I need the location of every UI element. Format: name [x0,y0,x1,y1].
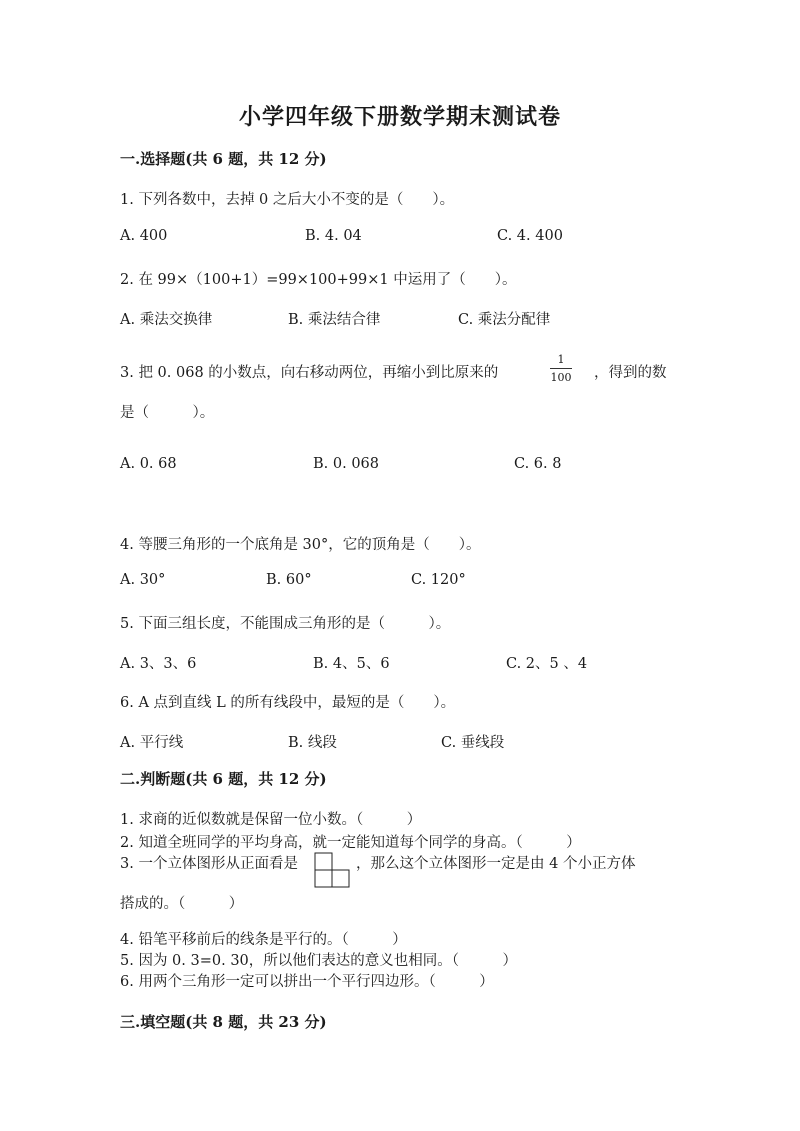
question-stem-part-c: 是（ ）。 [120,405,215,421]
fraction-denominator: 100 [550,371,572,384]
section-heading-judgement: 二.判断题(共 6 题，共 12 分) [120,770,327,788]
judgement-item: 2. 知道全班同学的平均身高，就一定能知道每个同学的身高。（ ） [120,835,581,851]
question-stem-part-a: 3. 把 0. 068 的小数点，向右移动两位，再缩小到比原来的 [120,365,499,381]
option-b: B. 0. 068 [313,456,379,472]
judgement-item: 6. 用两个三角形一定可以拼出一个平行四边形。（ ） [120,974,494,990]
question-stem: 1. 下列各数中，去掉 0 之后大小不变的是（ ）。 [120,192,455,208]
judgement-item-part-b: ，那么这个立体图形一定是由 4 个小正方体 [356,856,636,872]
front-view-squares-figure [314,852,350,888]
judgement-item: 5. 因为 0. 3=0. 30，所以他们表达的意义也相同。（ ） [120,953,518,969]
option-a: A. 30° [120,572,166,588]
question-stem-part-b: ，得到的数 [594,365,667,381]
option-b: B. 4. 04 [305,228,362,244]
fraction-numerator: 1 [557,353,565,366]
option-c: C. 6. 8 [514,456,562,472]
page-title: 小学四年级下册数学期末测试卷 [238,104,562,130]
fraction-bar [550,368,572,369]
option-b: B. 线段 [288,735,337,751]
judgement-item-part-a: 3. 一个立体图形从正面看是 [120,856,298,872]
question-stem: 5. 下面三组长度，不能围成三角形的是（ ）。 [120,616,451,632]
judgement-item: 4. 铅笔平移前后的线条是平行的。（ ） [120,932,407,948]
fraction [550,353,572,384]
option-c: C. 120° [411,572,466,588]
option-a: A. 3、3、6 [120,656,197,672]
judgement-item: 1. 求商的近似数就是保留一位小数。（ ） [120,812,422,828]
option-c: C. 垂线段 [441,735,505,751]
option-a: A. 平行线 [120,735,184,751]
section-heading-choice: 一.选择题(共 6 题，共 12 分) [120,150,327,168]
judgement-item-part-c: 搭成的。（ ） [120,896,244,912]
option-c: C. 乘法分配律 [458,312,551,328]
option-c: C. 2、5 、4 [506,656,588,672]
question-stem: 6. A 点到直线 L 的所有线段中，最短的是（ ）。 [120,695,456,711]
option-b: B. 60° [266,572,312,588]
question-stem: 4. 等腰三角形的一个底角是 30°，它的顶角是（ ）。 [120,537,481,553]
option-c: C. 4. 400 [497,228,563,244]
option-a: A. 400 [120,228,168,244]
option-b: B. 4、5、6 [313,656,390,672]
question-stem: 2. 在 99×（100+1）=99×100+99×1 中运用了（ ）。 [120,272,517,288]
section-heading-fill-in: 三.填空题(共 8 题，共 23 分) [120,1013,327,1031]
option-a: A. 0. 68 [120,456,177,472]
option-a: A. 乘法交换律 [120,312,213,328]
option-b: B. 乘法结合律 [288,312,381,328]
